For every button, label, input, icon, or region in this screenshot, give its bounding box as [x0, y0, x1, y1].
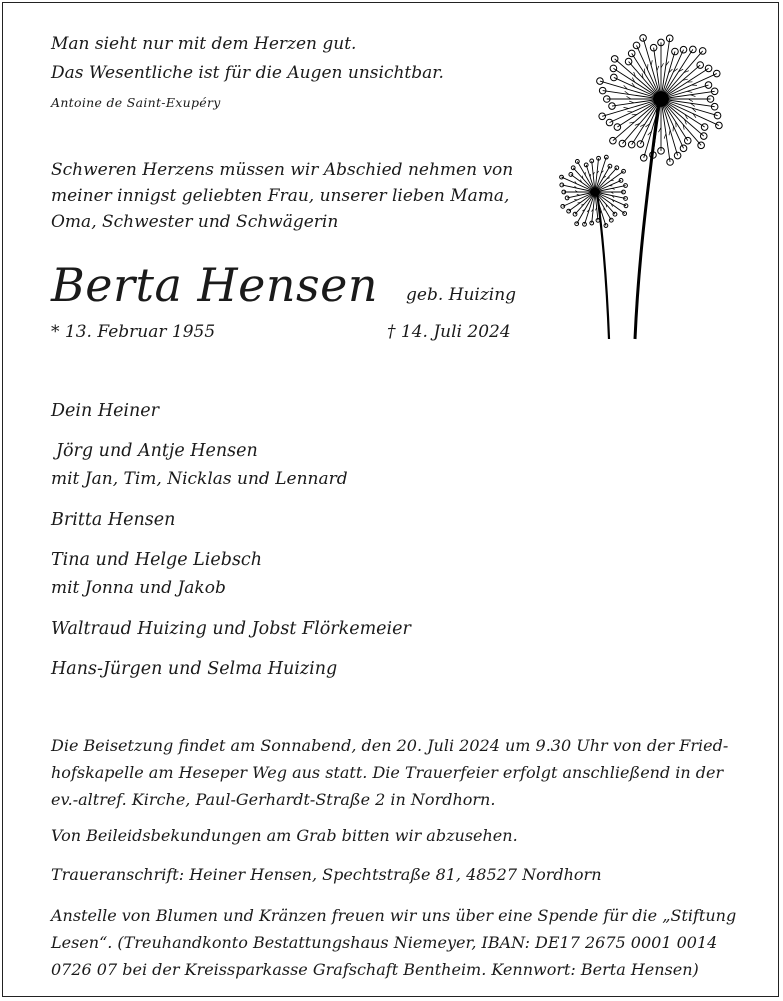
dandelion-icon — [551, 27, 731, 343]
donation-line-1: Anstelle von Blumen und Kränzen freuen wir uns über eine Spende für die „Stiftung — [51, 906, 737, 925]
mourner-line: Hans-Jürgen und Selma Huizing — [51, 659, 338, 679]
maiden-name: geb. Huizing — [406, 285, 517, 305]
mourner-line: Tina und Helge Liebsch — [51, 550, 263, 570]
quote-line-2: Das Wesentliche ist für die Augen unsichtbar. — [51, 63, 444, 83]
death-date: † 14. Juli 2024 — [387, 322, 511, 342]
funeral-line-3: ev.-altref. Kirche, Paul-Gerhardt-Straße 2 in Nordhorn. — [51, 790, 496, 809]
quote-author: Antoine de Saint-Exupéry — [51, 95, 221, 110]
donation-line-3: 0726 07 bei der Kreissparkasse Grafschaft Bentheim. Kennwort: Berta Hensen) — [51, 960, 699, 979]
funeral-line-2: hofskapelle am Heseper Weg aus statt. Die Trauerfeier erfolgt anschließend in der — [51, 763, 724, 782]
condolence-note: Von Beileidsbekundungen am Grab bitten wir abzusehen. — [51, 826, 518, 845]
intro-line-1: Schweren Herzens müssen wir Abschied nehmen von — [51, 160, 514, 180]
donation-line-2: Lesen“. (Treuhandkonto Bestattungshaus Niemeyer, IBAN: DE17 2675 0001 0014 — [51, 933, 718, 952]
mourner-line: Britta Hensen — [51, 510, 176, 530]
birth-date: * 13. Februar 1955 — [51, 322, 216, 342]
intro-line-3: Oma, Schwester und Schwägerin — [51, 212, 339, 232]
mourner-line: Dein Heiner — [51, 401, 160, 421]
obituary-notice — [2, 2, 779, 997]
intro-line-2: meiner innigst geliebten Frau, unserer lieben Mama, — [51, 186, 510, 206]
quote-line-1: Man sieht nur mit dem Herzen gut. — [51, 34, 357, 54]
deceased-name: Berta Hensen — [51, 258, 378, 312]
mourner-line: Jörg und Antje Hensen — [56, 441, 258, 461]
funeral-line-1: Die Beisetzung findet am Sonnabend, den 20. Juli 2024 um 9.30 Uhr von der Fried- — [51, 736, 729, 755]
mourner-subline: mit Jonna und Jakob — [51, 578, 226, 598]
mourner-subline: mit Jan, Tim, Nicklas und Lennard — [51, 469, 348, 489]
mourning-address: Traueranschrift: Heiner Hensen, Spechtstraße 81, 48527 Nordhorn — [51, 865, 602, 884]
mourner-line: Waltraud Huizing und Jobst Flörkemeier — [51, 619, 411, 639]
